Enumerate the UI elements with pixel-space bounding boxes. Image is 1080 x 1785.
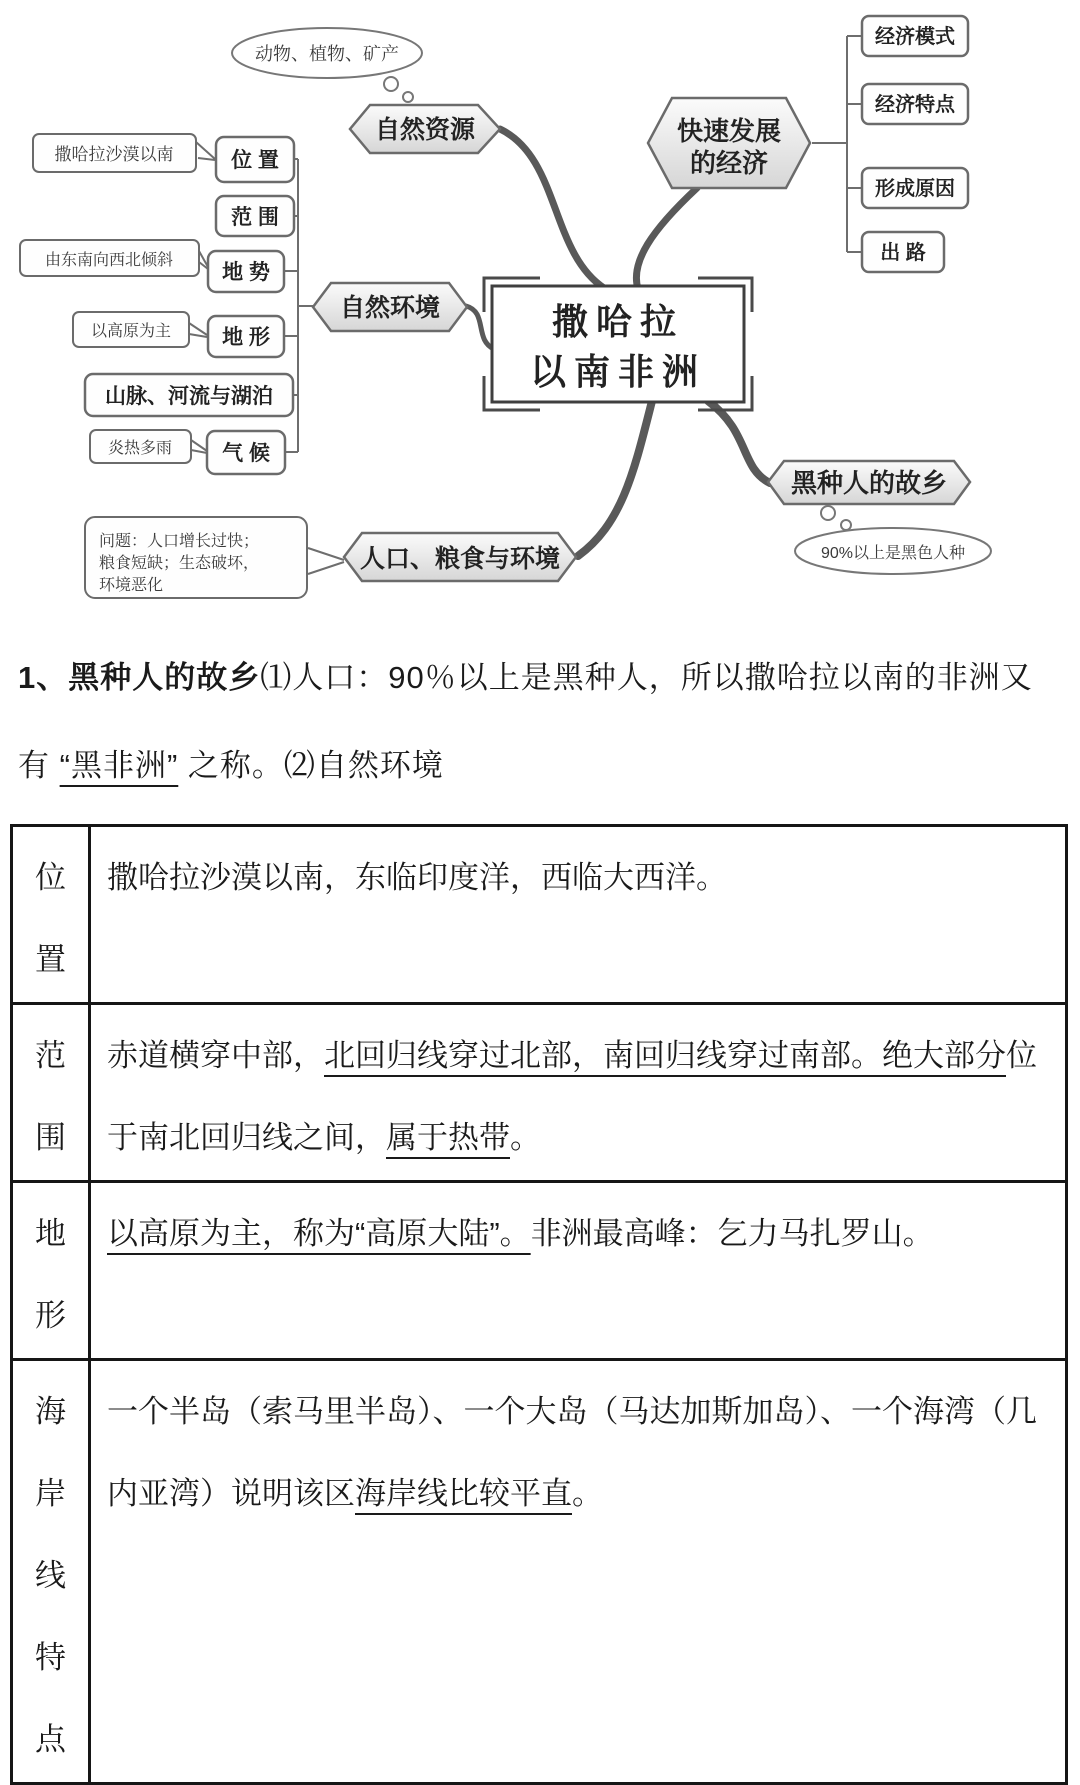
cloud-bubble-icon bbox=[821, 506, 835, 520]
callout-problems-line2: 粮食短缺；生态破坏， bbox=[99, 555, 260, 572]
text-segment: “黑非洲” bbox=[59, 748, 179, 783]
bracket-right-stubs bbox=[812, 36, 862, 252]
table-row-coastline bbox=[12, 1360, 1067, 1784]
row-content-location bbox=[90, 826, 1067, 1004]
text-segment: 北回归线穿过北部，南回归线穿过南部。绝大部分 bbox=[324, 1038, 1006, 1073]
box-location-text: 位 置 bbox=[231, 149, 279, 172]
text-segment: 。 bbox=[510, 1120, 541, 1155]
mindmap-diagram bbox=[0, 0, 1080, 618]
hexagon-natural-resources-text: 自然资源 bbox=[374, 116, 476, 144]
text-segment: 撒哈拉沙漠以南，东临印度洋，西临大西洋。 bbox=[107, 860, 727, 895]
pointer-plateau bbox=[189, 323, 207, 337]
text-segment: 之称。⑵自然环境 bbox=[178, 748, 444, 783]
bracket-right bbox=[812, 36, 862, 252]
row-content-landform bbox=[90, 1182, 1067, 1360]
callout-location-text: 撒哈拉沙漠以南 bbox=[54, 145, 174, 164]
row-header-landform: 地 形 bbox=[12, 1182, 90, 1360]
hexagon-economy-line1: 快速发展 bbox=[676, 116, 782, 146]
text-segment: 。 bbox=[572, 1476, 603, 1511]
pointer-slope bbox=[199, 251, 208, 269]
pointer-problems bbox=[308, 548, 344, 574]
box-econ-causes-text: 形成原因 bbox=[875, 178, 955, 200]
text-segment: 位于南北回归线之间， bbox=[107, 1038, 1037, 1155]
box-econ-traits-text: 经济特点 bbox=[875, 94, 955, 116]
cloud-bubble-icon bbox=[403, 92, 413, 102]
text-segment: 一个半岛（索马里半岛）、一个大岛（马达加斯加岛）、一个海湾（几内亚湾）说明该区 bbox=[107, 1394, 1037, 1511]
text-segment: 海岸线比较平直 bbox=[355, 1476, 572, 1511]
branch-homeland bbox=[708, 401, 770, 483]
center-topic-line2: 以南非洲 bbox=[529, 351, 707, 392]
natural-env-table bbox=[10, 824, 1068, 1785]
text-segment: 赤道横穿中部， bbox=[107, 1038, 324, 1073]
box-relief-text: 地 势 bbox=[222, 261, 270, 284]
cloud-black-race-text: 90%以上是黑色人种 bbox=[820, 545, 966, 562]
callout-problems-line1: 问题：人口增长过快； bbox=[99, 533, 260, 550]
table-row-range bbox=[12, 1004, 1067, 1182]
hexagon-natural-env-text: 自然环境 bbox=[339, 294, 441, 322]
hexagon-population-text: 人口、粮食与环境 bbox=[359, 545, 561, 573]
cloud-resources-text: 动物、植物、矿产 bbox=[255, 44, 399, 64]
text-segment: ⑴人口：90％以上是黑种人，所以撒哈拉以南的非洲又有 bbox=[18, 660, 1033, 783]
row-header-coastline: 海 岸 线 特 点 bbox=[12, 1360, 90, 1784]
text-segment: 属于热带 bbox=[386, 1120, 510, 1155]
box-range-text: 范 围 bbox=[231, 206, 279, 229]
table-row-landform bbox=[12, 1182, 1067, 1360]
text-segment: 非洲最高峰：乞力马扎罗山。 bbox=[530, 1216, 934, 1251]
cloud-bubble-icon bbox=[841, 520, 851, 530]
box-econ-wayout-text: 出 路 bbox=[880, 242, 926, 264]
center-topic-line1: 撒哈拉 bbox=[551, 301, 685, 342]
row-content-range bbox=[90, 1004, 1067, 1182]
text-segment: 以高原为主，称为“高原大陆”。 bbox=[107, 1216, 531, 1251]
branch-natural-resources bbox=[500, 129, 604, 288]
pointer-climate bbox=[191, 440, 207, 453]
callout-problems-line3: 环境恶化 bbox=[99, 577, 164, 594]
branch-economy bbox=[636, 188, 697, 289]
box-landform-text: 地 形 bbox=[222, 326, 270, 349]
cloud-bubble-icon bbox=[384, 77, 398, 91]
box-mountains-text: 山脉、河流与湖泊 bbox=[105, 385, 273, 408]
branch-natural-env bbox=[466, 306, 494, 349]
box-econ-model-text: 经济模式 bbox=[875, 26, 955, 48]
callout-plateau-text: 以高原为主 bbox=[90, 323, 172, 340]
hexagon-homeland-text: 黑种人的故乡 bbox=[790, 468, 948, 498]
row-header-range: 范 围 bbox=[12, 1004, 90, 1182]
mindmap-section bbox=[0, 0, 1080, 618]
intro-paragraph bbox=[18, 634, 1060, 810]
box-climate-text: 气 候 bbox=[222, 442, 270, 465]
table-row-location bbox=[12, 826, 1067, 1004]
callout-climate-text: 炎热多雨 bbox=[107, 440, 173, 457]
text-segment: 1、黑种人的故乡 bbox=[18, 660, 261, 695]
callout-slope-text: 由东南向西北倾斜 bbox=[44, 252, 174, 269]
row-content-coastline bbox=[90, 1360, 1067, 1784]
hexagon-economy-line2: 的经济 bbox=[689, 148, 769, 178]
pointer-location bbox=[196, 142, 215, 160]
row-header-location: 位 置 bbox=[12, 826, 90, 1004]
branch-population bbox=[578, 401, 652, 556]
